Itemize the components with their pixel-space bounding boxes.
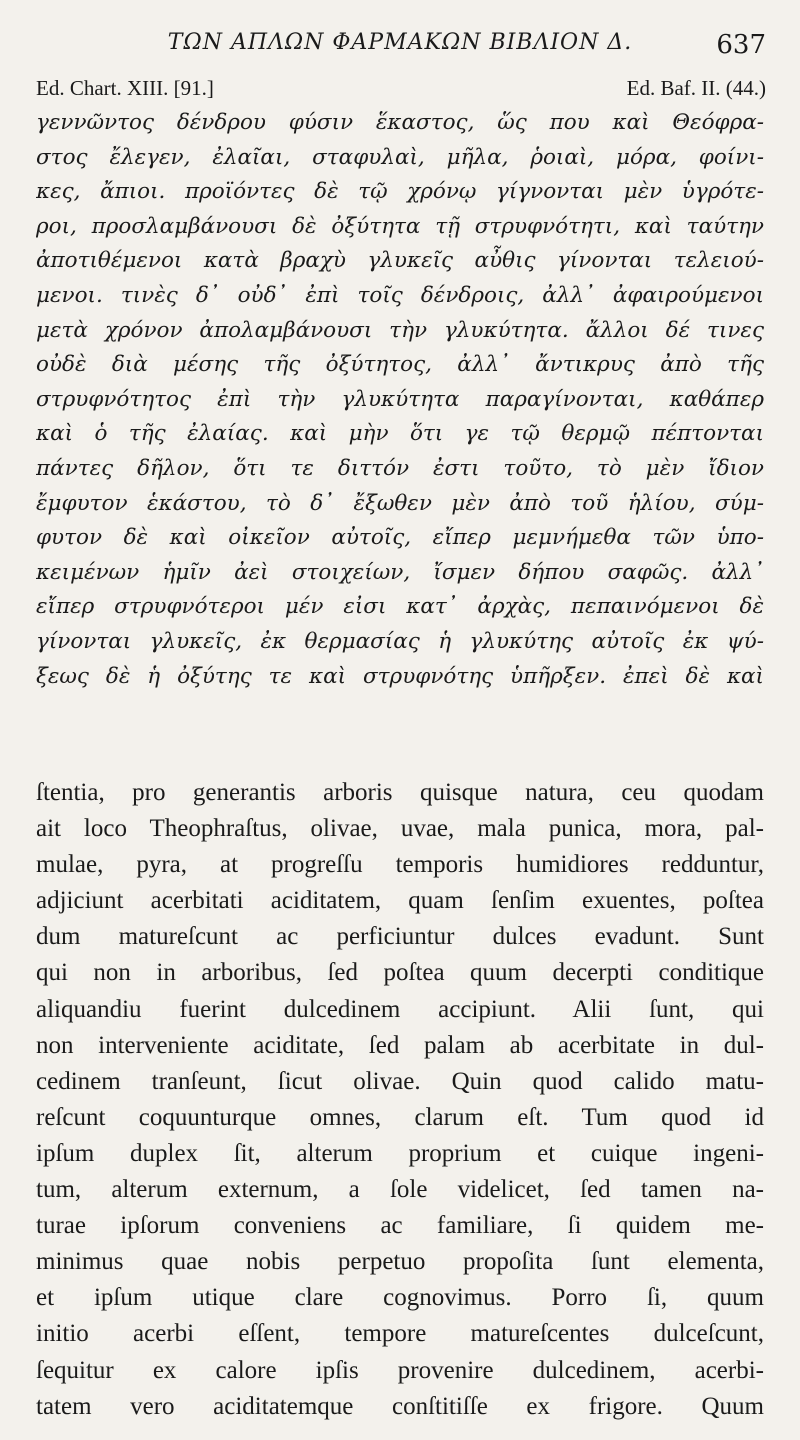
greek-text-line: οὐδὲ διὰ μέσης τῆς ὀξύτητος, ἀλλ᾽ ἄντικρυς ἀπὸ τῆς xyxy=(36,352,764,378)
latin-text-line: adjiciunt acerbitati aciditatem, quam ſenſim exuentes, poſtea xyxy=(36,887,764,915)
greek-text-line: κειμένων ἡμῖν ἀεὶ στοιχείων, ἴσμεν δήπου σαφῶς. ἀλλ᾽ xyxy=(36,559,764,585)
greek-text-line: ἀποτιθέμενοι κατὰ βραχὺ γλυκεῖς αὖθις γίνονται τελειού- xyxy=(36,248,764,274)
edition-reference-line xyxy=(36,76,766,102)
latin-text-line: non interveniente aciditate, ſed palam ab acerbitate in dul- xyxy=(36,1031,764,1059)
latin-text-line: dum matureſcunt ac perficiuntur dulces evadunt. Sunt xyxy=(36,923,764,951)
greek-text-line: στρυφνότητος ἐπὶ τὴν γλυκύτητα παραγίνονται, καθάπερ xyxy=(36,386,764,412)
latin-text-line: ſequitur ex calore ipſis provenire dulcedinem, acerbi- xyxy=(36,1356,764,1384)
latin-text-line: minimus quae nobis perpetuo propoſita ſunt elementa, xyxy=(36,1248,764,1276)
latin-text-line: initio acerbi eſſent, tempore matureſcentes dulceſcunt, xyxy=(36,1320,764,1348)
latin-text-line: tatem vero aciditatemque conſtitiſſe ex frigore. Quum xyxy=(36,1392,764,1420)
greek-text-line: φυτον δὲ καὶ οἰκεῖον αὐτοῖς, εἴπερ μεμνήμεθα τῶν ὑπο- xyxy=(36,525,764,551)
greek-text-line: εἴπερ στρυφνότεροι μέν εἰσι κατ᾽ ἀρχὰς, πεπαινόμενοι δὲ xyxy=(36,594,764,620)
latin-text-block xyxy=(36,775,764,1425)
greek-text-line: πάντες δῆλον, ὅτι τε διττόν ἐστι τοῦτο, τὸ μὲν ἴδιον xyxy=(36,455,764,481)
greek-text-line: ἔμφυτον ἑκάστου, τὸ δ᾽ ἔξωθεν μὲν ἀπὸ τοῦ ἡλίου, σύμ- xyxy=(36,490,764,516)
latin-text-line: tum, alterum externum, a ſole videlicet, ſed tamen na- xyxy=(36,1176,764,1204)
running-head: ΤΩΝ ΑΠΛΩΝ ΦΑΡΜΑΚΩΝ ΒΙΒΛΙΟΝ Δ. xyxy=(167,30,633,55)
latin-text-line: qui non in arboribus, ſed poſtea quum decerpti conditique xyxy=(36,959,764,987)
latin-text-line: reſcunt coquunturque omnes, clarum eſt. Tum quod id xyxy=(36,1103,764,1131)
latin-text-line: et ipſum utique clare cognovimus. Porro ſi, quum xyxy=(36,1284,764,1312)
greek-text-line: ροι, προσλαμβάνουσι δὲ ὀξύτητα τῇ στρυφνότητι, καὶ ταύτην xyxy=(36,213,764,239)
latin-text-line: ipſum duplex ſit, alterum proprium et cuique ingeni- xyxy=(36,1139,764,1167)
greek-text-block xyxy=(36,106,764,694)
page-number: 637 xyxy=(716,30,766,60)
latin-text-line: turae ipſorum conveniens ac familiare, ſi quidem me- xyxy=(36,1212,764,1240)
greek-text-line: γίνονται γλυκεῖς, ἐκ θερμασίας ἡ γλυκύτης αὐτοῖς ἐκ ψύ- xyxy=(36,628,764,654)
latin-text-line: mulae, pyra, at progreſſu temporis humidiores redduntur, xyxy=(36,851,764,879)
latin-text-line: ſtentia, pro generantis arboris quisque natura, ceu quodam xyxy=(36,779,764,806)
greek-text-line: ξεως δὲ ἡ ὀξύτης τε καὶ στρυφνότης ὑπῆρξεν. ἐπεὶ δὲ καὶ xyxy=(36,663,764,689)
greek-text-line: γεννῶντος δένδρου φύσιν ἕκαστος, ὥς που καὶ Θεόφρα- xyxy=(36,110,764,135)
greek-text-line: καὶ ὁ τῆς ἐλαίας. καὶ μὴν ὅτι γε τῷ θερμῷ πέπτονται xyxy=(36,421,764,447)
greek-text-line: μενοι. τινὲς δ᾽ οὐδ᾽ ἐπὶ τοῖς δένδροις, ἀλλ᾽ ἀφαιρούμενοι xyxy=(36,282,764,308)
greek-text-line: μετὰ χρόνον ἀπολαμβάνουσι τὴν γλυκύτητα. ἄλλοι δέ τινες xyxy=(36,317,764,343)
greek-text-line: στος ἔλεγεν, ἐλαῖαι, σταφυλαὶ, μῆλα, ῥοιαὶ, μόρα, φοίνι- xyxy=(36,144,764,170)
edition-chart-reference: Ed. Chart. XIII. [91.] xyxy=(36,76,214,100)
greek-text-line: κες, ἄπιοι. προϊόντες δὲ τῷ χρόνῳ γίγνονται μὲν ὑγρότε- xyxy=(36,179,764,205)
latin-text-line: cedinem tranſeunt, ſicut olivae. Quin quod calido matu- xyxy=(36,1067,764,1095)
edition-basel-reference: Ed. Baf. II. (44.) xyxy=(626,76,766,100)
latin-text-line: aliquandiu fuerint dulcedinem accipiunt. Alii ſunt, qui xyxy=(36,995,764,1023)
latin-text-line: ait loco Theophraſtus, olivae, uvae, mala punica, mora, pal- xyxy=(36,815,764,843)
